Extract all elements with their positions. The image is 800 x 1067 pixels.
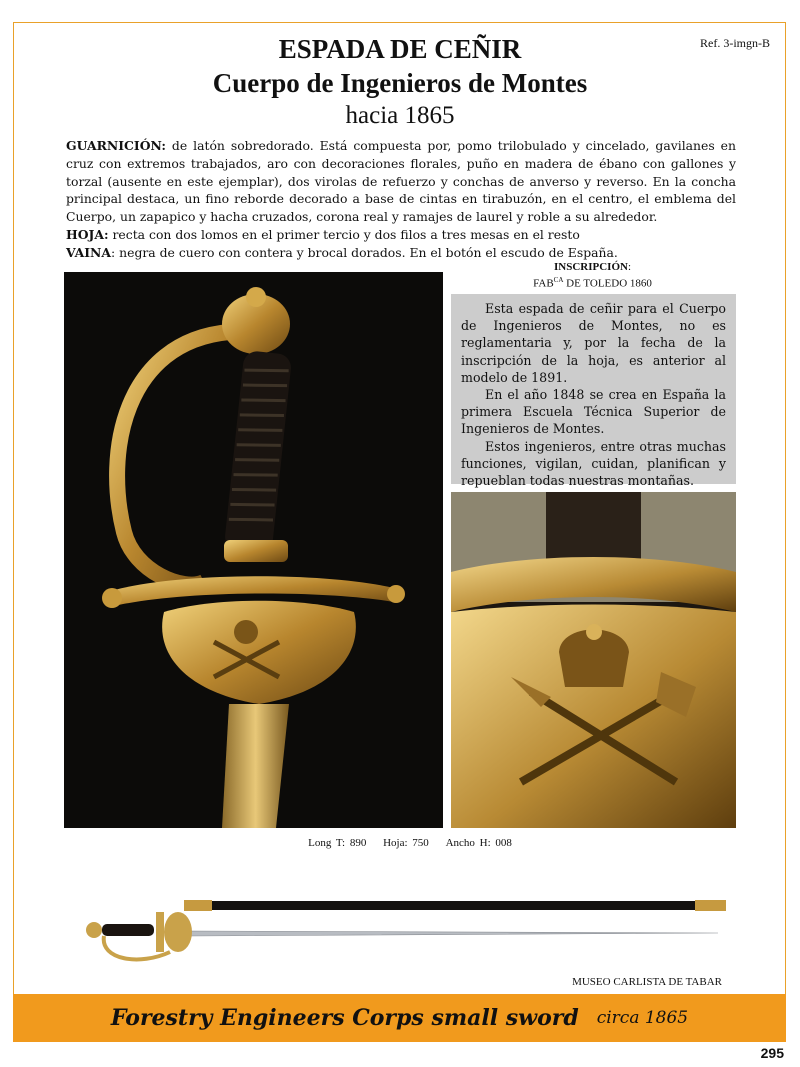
title-date: hacia 1865 [345, 102, 455, 129]
measurement-width: Ancho H: 008 [445, 837, 512, 849]
note-paragraph-1: Esta espada de ceñir para el Cuerpo de Ingenieros de Montes, no es reglamentaria y, por la fecha de la inscripción de la hoja, es anterior al modelo de 1891. [461, 301, 726, 385]
hoja-label: HOJA: [66, 226, 109, 242]
guarnicion-text: de latón sobredorado. Está compuesta por, pomo trilobulado y cincelado, gavilanes en cruz con extremos trabajados, aro con decoraciones florales, puño en madera de ébano con gallones y torzal (ausente en este ejemplar), dos virolas de refuerzo y conchas de anverso y reverso. En la concha principal destaca, un fino reborde decorado a base de cintas en tirabuzón, en el centro, el emblema del Cuerpo, un zapapico y hacha cruzados, corona real y ramajes de laurel y roble a su alrededor. [66, 138, 736, 225]
english-title: Forestry Engineers Corps small sword [110, 1005, 579, 1031]
museum-credit: MUSEO CARLISTA DE TABAR [572, 976, 722, 988]
page-number: 295 [760, 1045, 784, 1061]
inscription-suffix: DE TOLEDO 1860 [563, 277, 652, 290]
history-note [451, 294, 736, 489]
note-paragraph-3: Estos ingenieros, entre otras muchas funciones, vigilan, cuidan, planifican y repueblan todas nuestras montañas. [461, 438, 726, 489]
shell-detail-illustration [451, 492, 736, 828]
measurement-total: Long T: 890 [308, 837, 367, 849]
vaina-text: : negra de cuero con contera y brocal dorados. En el botón el escudo de España. [111, 244, 618, 260]
inscription-label-colon: : [627, 261, 632, 273]
inscription-label-text: INSCRIPCIÓN [553, 261, 628, 273]
inscription-text [450, 276, 735, 290]
description [66, 137, 736, 262]
full-sword-photo [80, 890, 740, 980]
guarnicion-label: GUARNICIÓN: [66, 138, 166, 153]
grip [224, 350, 293, 554]
english-title-band [13, 994, 786, 1042]
hilt-photo [64, 272, 443, 828]
hoja-text: recta con dos lomos en el primer tercio y dos filos a tres mesas en el resto [108, 226, 580, 242]
reference-code: Ref. 3-imgn-B [700, 36, 770, 50]
title-line-2: Cuerpo de Ingenieros de Montes [212, 68, 588, 98]
title-line-1: ESPADA DE CEÑIR [278, 34, 522, 64]
english-circa: circa 1865 [596, 1008, 689, 1028]
measurements [0, 837, 800, 849]
full-sword-illustration [80, 890, 740, 980]
inscription-prefix: FAB [533, 277, 554, 290]
inscription-superscript: CA [553, 276, 564, 284]
note-paragraph-2: En el año 1848 se crea en España la primera Escuela Técnica Superior de Ingenieros de Montes. [461, 387, 726, 437]
shell-detail-photo [451, 492, 736, 828]
inscription-label [450, 261, 735, 273]
measurement-blade: Hoja: 750 [383, 837, 429, 849]
hilt-illustration [64, 272, 443, 828]
vaina-label: VAINA [66, 244, 112, 260]
